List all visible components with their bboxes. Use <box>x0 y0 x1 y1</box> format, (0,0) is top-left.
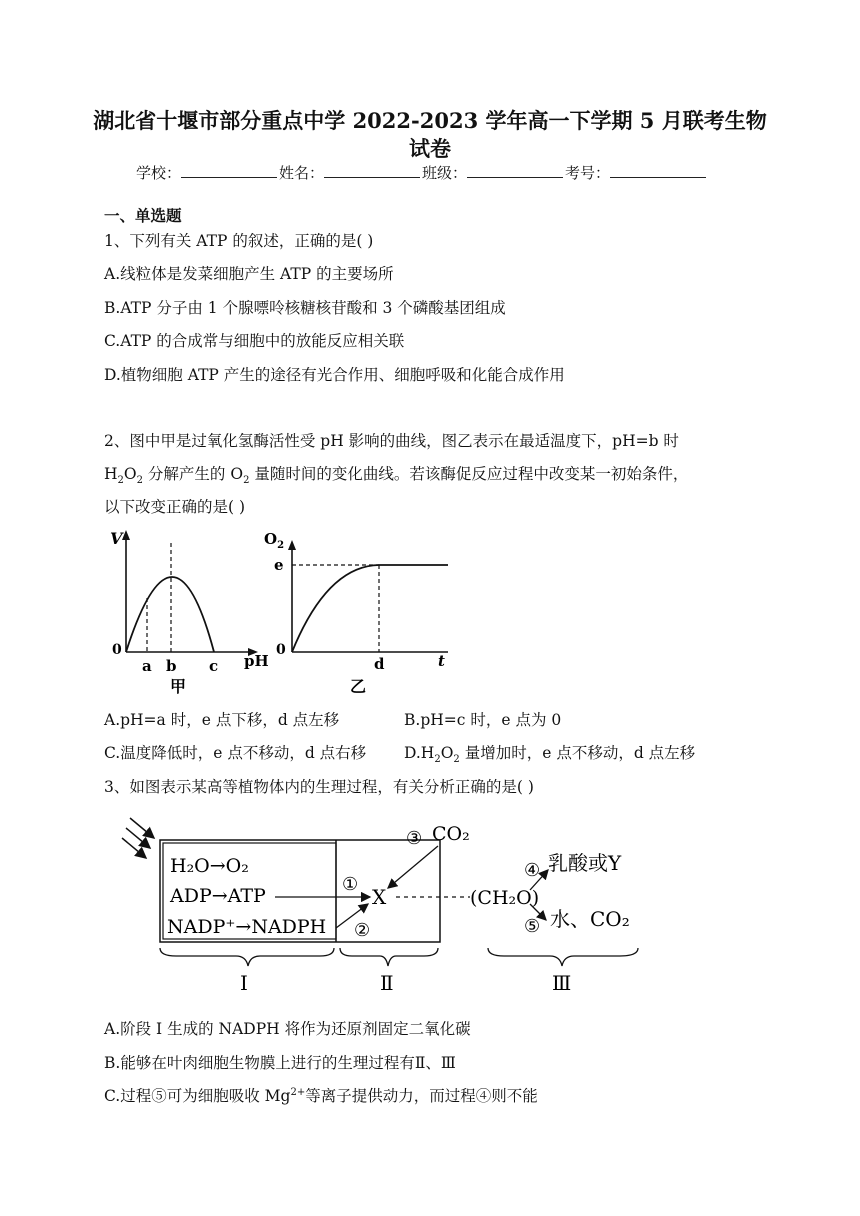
figure-photosynthesis <box>120 808 680 996</box>
jia-tick-c: c <box>209 657 219 675</box>
reaction-3: NADP⁺→NADPH <box>167 916 327 938</box>
circle-1: ① <box>342 874 359 895</box>
q3-option-c: C.过程⑤可为细胞吸收 $Mg^{2+}$等离子提供动力，而过程④则不能 <box>104 1086 538 1105</box>
reaction-1: H₂O→O₂ <box>170 855 249 877</box>
exam-title: 湖北省十堰市部分重点中学 2022-2023 学年高一下学期 5 月联考生物 <box>93 108 767 133</box>
stage-1-label: Ⅰ <box>240 971 248 995</box>
yi-e-label: e <box>274 556 284 574</box>
figure-yi <box>262 524 462 696</box>
q1-option-b: B.ATP 分子由 1 个腺嘌呤核糖核苷酸和 3 个磷酸基团组成 <box>104 299 506 317</box>
q3-option-a: A.阶段 I 生成的 NADPH 将作为还原剂固定二氧化碳 <box>104 1020 471 1038</box>
class-label: 班级： <box>422 164 468 182</box>
jia-tick-a: a <box>142 657 152 675</box>
yi-caption: 乙 <box>350 677 367 696</box>
product-4: 乳酸或Y <box>548 851 622 875</box>
q2-option-a: A.pH=a 时，e 点下移，d 点左移 <box>104 711 340 729</box>
yi-x-label: t <box>438 652 445 670</box>
yi-y-label: $O_2$ <box>264 530 285 551</box>
stage-2-label: Ⅱ <box>380 971 394 995</box>
circle-4: ④ <box>524 860 541 881</box>
q2-stem-line3: 以下改变正确的是( ) <box>104 498 246 516</box>
q2-option-d: $D.H_2O_2$ 量增加时，e 点不移动，d 点左移 <box>404 744 696 766</box>
class-blank[interactable] <box>467 163 563 178</box>
q2-option-c: C.温度降低时，e 点不移动，d 点右移 <box>104 744 367 762</box>
q2-stem-line2: $H_2O_2$ 分解产生的 $O_2$ 量随时间的变化曲线。若该酶促反应过程中改变某一初始条件， <box>104 465 689 487</box>
q1-option-d: D.植物细胞 ATP 产生的途径有光合作用、细胞呼吸和化能合成作用 <box>104 366 565 384</box>
x-label: X <box>372 885 387 909</box>
q1-stem: 1、下列有关 ATP 的叙述，正确的是( ) <box>104 232 374 250</box>
yi-origin: 0 <box>276 642 286 658</box>
circle-2: ② <box>354 920 371 941</box>
product-5: 水、CO₂ <box>550 907 630 931</box>
q1-option-c: C.ATP 的合成常与细胞中的放能反应相关联 <box>104 332 405 350</box>
jia-caption: 甲 <box>170 677 187 696</box>
exam-title-line2: 试卷 <box>409 136 451 161</box>
q2-option-b: B.pH=c 时，e 点为 0 <box>404 711 562 729</box>
exam-no-label: 考号： <box>565 164 611 182</box>
school-label: 学校： <box>136 164 182 182</box>
jia-tick-b: b <box>166 657 177 675</box>
jia-x-label: pH <box>244 652 269 670</box>
figure-jia <box>104 526 274 696</box>
q1-option-a: A.线粒体是发菜细胞产生 ATP 的主要场所 <box>104 265 394 283</box>
student-info <box>136 162 708 183</box>
reaction-2: ADP→ATP <box>170 885 266 907</box>
circle-5: ⑤ <box>524 916 541 937</box>
circle-3: ③ <box>406 828 423 849</box>
stage-3-label: Ⅲ <box>552 971 572 995</box>
exam-no-blank[interactable] <box>610 163 706 178</box>
yi-d-label: d <box>374 655 385 673</box>
section-heading: 一、单选题 <box>104 206 182 225</box>
q2-stem-line1: 2、图中甲是过氧化氢酶活性受 pH 影响的曲线，图乙表示在最适温度下，pH=b 时 <box>104 432 679 450</box>
name-blank[interactable] <box>324 163 420 178</box>
q3-option-b: B.能够在叶肉细胞生物膜上进行的生理过程有Ⅱ、Ⅲ <box>104 1054 456 1072</box>
q3-stem: 3、如图表示某高等植物体内的生理过程，有关分析正确的是( ) <box>104 778 534 796</box>
ch2o-label: (CH₂O) <box>470 887 540 909</box>
school-blank[interactable] <box>181 163 277 178</box>
name-label: 姓名： <box>279 164 325 182</box>
jia-y-label: V <box>110 529 123 548</box>
jia-origin: 0 <box>112 642 122 658</box>
co2-label: CO₂ <box>432 823 470 845</box>
